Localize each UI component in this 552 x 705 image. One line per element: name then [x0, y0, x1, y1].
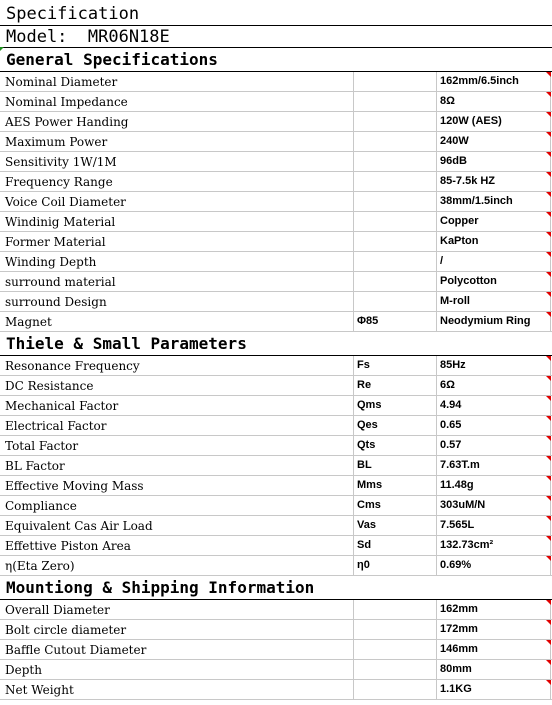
section-title: Mountiong & Shipping Information — [6, 578, 315, 597]
comment-marker-icon — [546, 536, 551, 541]
spec-value: 4.94 — [440, 399, 462, 411]
spec-value: 38mm/1.5inch — [440, 195, 513, 207]
table-row — [0, 516, 552, 536]
comment-marker-icon — [546, 556, 551, 561]
cell-divider — [436, 152, 437, 171]
cell-divider — [436, 660, 437, 679]
spec-symbol: Qms — [357, 399, 382, 411]
comment-marker-icon — [546, 516, 551, 521]
cell-divider — [436, 376, 437, 395]
cell-divider — [353, 680, 354, 699]
spec-symbol: Sd — [357, 539, 372, 551]
comment-marker-icon — [546, 92, 551, 97]
cell-divider — [436, 600, 437, 619]
table-row — [0, 640, 552, 660]
table-row — [0, 556, 552, 576]
spec-label: Electrical Factor — [5, 419, 107, 433]
cell-divider — [353, 92, 354, 111]
model-label: Model: MR06N18E — [6, 27, 170, 47]
comment-marker-icon — [546, 620, 551, 625]
cell-divider — [436, 356, 437, 375]
table-row — [0, 416, 552, 436]
cell-divider — [353, 212, 354, 231]
cell-divider — [353, 376, 354, 395]
spec-value: M-roll — [440, 295, 470, 307]
cell-divider — [436, 232, 437, 251]
table-row — [0, 456, 552, 476]
cell-divider — [353, 292, 354, 311]
spec-label: Frequency Range — [5, 175, 113, 189]
model-row — [0, 26, 552, 48]
spec-label: Nominal Diameter — [5, 75, 118, 89]
spec-symbol: Cms — [357, 499, 381, 511]
spec-value: 303uM/N — [440, 499, 486, 511]
cell-divider — [353, 416, 354, 435]
comment-marker-icon — [546, 232, 551, 237]
cell-divider — [353, 252, 354, 271]
spec-label: η(Eta Zero) — [5, 559, 75, 573]
table-row — [0, 496, 552, 516]
spec-symbol: Fs — [357, 359, 370, 371]
table-row — [0, 152, 552, 172]
cell-divider — [353, 556, 354, 575]
table-row — [0, 396, 552, 416]
cell-divider — [353, 436, 354, 455]
table-row — [0, 376, 552, 396]
spec-value: 85Hz — [440, 359, 466, 371]
comment-marker-icon — [546, 396, 551, 401]
section-header — [0, 332, 552, 356]
cell-divider — [436, 112, 437, 131]
comment-marker-icon — [546, 112, 551, 117]
cell-divider — [353, 232, 354, 251]
spec-sections — [0, 48, 552, 700]
table-row — [0, 192, 552, 212]
spec-value: 0.65 — [440, 419, 462, 431]
cell-divider — [436, 516, 437, 535]
spec-value: 0.69% — [440, 559, 472, 571]
comment-marker-icon — [546, 456, 551, 461]
cell-divider — [353, 476, 354, 495]
cell-divider — [436, 476, 437, 495]
cell-divider — [436, 496, 437, 515]
spec-value: Neodymium Ring — [440, 315, 531, 327]
spec-label: Mechanical Factor — [5, 399, 119, 413]
cell-divider — [436, 416, 437, 435]
cell-divider — [353, 396, 354, 415]
spec-label: Overall Diameter — [5, 603, 110, 617]
comment-marker-icon — [546, 376, 551, 381]
table-row — [0, 112, 552, 132]
spec-symbol: η0 — [357, 559, 370, 571]
comment-marker-icon — [546, 600, 551, 605]
cell-divider — [353, 536, 354, 555]
spec-label: Baffle Cutout Diameter — [5, 643, 147, 657]
title-row — [0, 0, 552, 26]
cell-divider — [436, 396, 437, 415]
cell-divider — [436, 212, 437, 231]
spec-label: AES Power Handing — [5, 115, 129, 129]
cell-divider — [436, 456, 437, 475]
cell-divider — [353, 456, 354, 475]
spec-value: 96dB — [440, 155, 467, 167]
cell-divider — [436, 436, 437, 455]
cell-divider — [436, 556, 437, 575]
comment-marker-icon — [546, 680, 551, 685]
spec-value: 162mm/6.5inch — [440, 75, 519, 87]
cell-divider — [436, 92, 437, 111]
table-row — [0, 92, 552, 112]
spec-label: Bolt circle diameter — [5, 623, 127, 637]
spec-label: Net Weight — [5, 683, 74, 697]
cell-divider — [353, 640, 354, 659]
cell-divider — [436, 172, 437, 191]
table-row — [0, 680, 552, 700]
cell-divider — [353, 356, 354, 375]
spec-symbol: Qts — [357, 439, 376, 451]
spec-label: Magnet — [5, 315, 52, 329]
cell-divider — [353, 600, 354, 619]
section-title: General Specifications — [6, 50, 218, 69]
spec-label: Windinig Material — [5, 215, 116, 229]
spec-value: Copper — [440, 215, 479, 227]
cell-divider — [353, 172, 354, 191]
cell-divider — [353, 496, 354, 515]
comment-marker-icon — [546, 132, 551, 137]
table-row — [0, 660, 552, 680]
spec-label: surround material — [5, 275, 116, 289]
table-row — [0, 272, 552, 292]
cell-divider — [353, 192, 354, 211]
spec-value: 6Ω — [440, 379, 455, 391]
comment-marker-icon — [546, 252, 551, 257]
spec-label: Depth — [5, 663, 42, 677]
spec-label: Compliance — [5, 499, 77, 513]
spec-label: surround Design — [5, 295, 107, 309]
cell-divider — [436, 292, 437, 311]
comment-marker-icon — [546, 496, 551, 501]
comment-marker-icon — [546, 212, 551, 217]
spec-label: Nominal Impedance — [5, 95, 128, 109]
table-row — [0, 600, 552, 620]
comment-marker-icon — [546, 272, 551, 277]
comment-marker-icon — [546, 312, 551, 317]
spec-value: 7.565L — [440, 519, 475, 531]
cell-divider — [353, 660, 354, 679]
spec-label: Former Material — [5, 235, 106, 249]
cell-divider — [353, 112, 354, 131]
spec-symbol: BL — [357, 459, 372, 471]
comment-marker-icon — [546, 72, 551, 77]
comment-marker-icon — [546, 640, 551, 645]
comment-marker-icon — [546, 476, 551, 481]
spec-label: Voice Coil Diameter — [5, 195, 126, 209]
table-row — [0, 72, 552, 92]
spec-value: 85-7.5k HZ — [440, 175, 496, 187]
spec-label: Maximum Power — [5, 135, 108, 149]
cell-divider — [353, 312, 354, 331]
spec-symbol: Re — [357, 379, 372, 391]
spec-symbol: Vas — [357, 519, 376, 531]
spec-value: 162mm — [440, 603, 478, 615]
comment-marker-icon — [546, 660, 551, 665]
cell-divider — [436, 536, 437, 555]
section-header — [0, 48, 552, 72]
cell-divider — [353, 516, 354, 535]
spec-label: DC Resistance — [5, 379, 94, 393]
spec-value: Polycotton — [440, 275, 497, 287]
cell-divider — [436, 620, 437, 639]
table-row — [0, 436, 552, 456]
cell-divider — [436, 680, 437, 699]
spec-value: 8Ω — [440, 95, 455, 107]
section-header — [0, 576, 552, 600]
cell-divider — [353, 72, 354, 91]
cell-divider — [436, 252, 437, 271]
spec-value: 7.63T.m — [440, 459, 480, 471]
table-row — [0, 292, 552, 312]
cell-divider — [436, 272, 437, 291]
cell-divider — [353, 272, 354, 291]
table-row — [0, 132, 552, 152]
spec-label: BL Factor — [5, 459, 65, 473]
comment-marker-icon — [546, 292, 551, 297]
table-row — [0, 312, 552, 332]
cell-divider — [436, 72, 437, 91]
table-row — [0, 620, 552, 640]
table-row — [0, 252, 552, 272]
spec-value: 146mm — [440, 643, 478, 655]
spec-value: 172mm — [440, 623, 478, 635]
cell-divider — [436, 192, 437, 211]
table-row — [0, 476, 552, 496]
comment-marker-icon — [546, 436, 551, 441]
spec-label: Equivalent Cas Air Load — [5, 519, 153, 533]
spec-symbol: Φ85 — [357, 315, 379, 327]
comment-marker-icon — [546, 152, 551, 157]
table-row — [0, 212, 552, 232]
table-row — [0, 232, 552, 252]
comment-marker-icon — [546, 172, 551, 177]
spec-symbol: Qes — [357, 419, 378, 431]
cell-divider — [436, 640, 437, 659]
comment-marker-icon — [546, 356, 551, 361]
spec-label: Resonance Frequency — [5, 359, 140, 373]
cell-divider — [436, 132, 437, 151]
spec-value: 11.48g — [440, 479, 474, 491]
spec-value: 132.73cm² — [440, 539, 494, 551]
cell-divider — [436, 312, 437, 331]
spec-symbol: Mms — [357, 479, 383, 491]
spec-label: Total Factor — [5, 439, 79, 453]
spec-value: 120W (AES) — [440, 115, 502, 127]
spec-label: Effettive Piston Area — [5, 539, 131, 553]
spec-value: 80mm — [440, 663, 472, 675]
cell-divider — [353, 152, 354, 171]
table-row — [0, 356, 552, 376]
spec-value: KaPton — [440, 235, 479, 247]
cell-divider — [353, 620, 354, 639]
spec-label: Sensitivity 1W/1M — [5, 155, 117, 169]
comment-marker-icon — [546, 192, 551, 197]
section-title: Thiele & Small Parameters — [6, 334, 247, 353]
cell-divider — [353, 132, 354, 151]
spec-label: Winding Depth — [5, 255, 97, 269]
page-title: Specification — [6, 4, 140, 24]
spec-label: Effective Moving Mass — [5, 479, 144, 493]
table-row — [0, 536, 552, 556]
comment-marker-icon — [546, 416, 551, 421]
table-row — [0, 172, 552, 192]
spec-value: 1.1KG — [440, 683, 472, 695]
spec-value: / — [440, 255, 444, 267]
spec-value: 240W — [440, 135, 469, 147]
spec-value: 0.57 — [440, 439, 462, 451]
